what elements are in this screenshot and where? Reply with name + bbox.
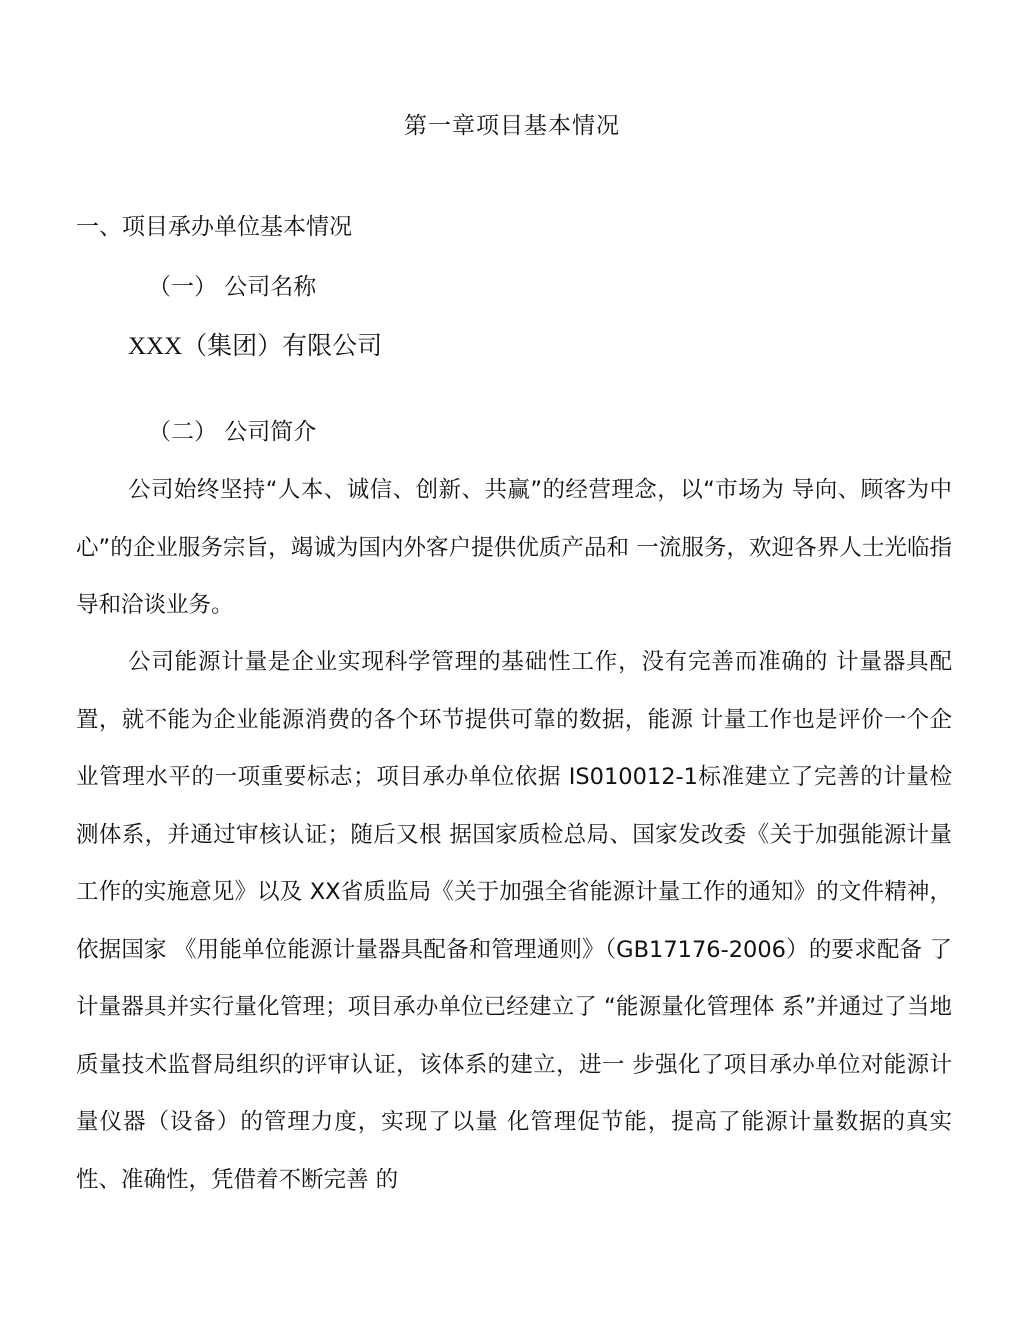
- section-heading: 一、项目承办单位基本情况: [76, 214, 352, 240]
- paragraph-energy-metering: 公司能源计量是企业实现科学管理的基础性工作，没有完善而准确的 计量器具配置，就不能为企业能源消费的各个环节提供可靠的数据，能源 计量工作也是评价一个企业管理水平的一项重要标志；项目承办单位依据 IS010012-1标准建立了完善的计量检测体系，并通过审核认证；随后又根 据国家质检总局、国家发改委《关于加强能源计量工作的实施意见》以及 XX省质监局《关于加强全省能源计量工作的通知》的文件精神，依据国家 《用能单位能源计量器具配备和管理通则》（GB17176-2006）的要求配备 了计量器具并实行量化管理；项目承办单位已经建立了 “能源量化管理体 系”并通过了当地质量技术监督局组织的评审认证，该体系的建立，进一 步强化了项目承办单位对能源计量仪器（设备）的管理力度，实现了以量 化管理促节能，提高了能源计量数据的真实性、准确性，凭借着不断完善 的: [76, 649, 952, 1193]
- subsection-heading-company-intro: （二） 公司简介: [148, 419, 317, 445]
- paragraph-company-philosophy: 公司始终坚持“人本、诚信、创新、共赢”的经营理念，以“市场为 导向、顾客为中心”的企业服务宗旨，竭诚为国内外客户提供优质产品和 一流服务，欢迎各界人士光临指导和洽谈业务。: [76, 477, 952, 618]
- chapter-title: 第一章项目基本情况: [404, 113, 620, 139]
- company-name: XXX（集团）有限公司: [128, 333, 383, 360]
- subsection-heading-company-name: （一） 公司名称: [148, 274, 317, 300]
